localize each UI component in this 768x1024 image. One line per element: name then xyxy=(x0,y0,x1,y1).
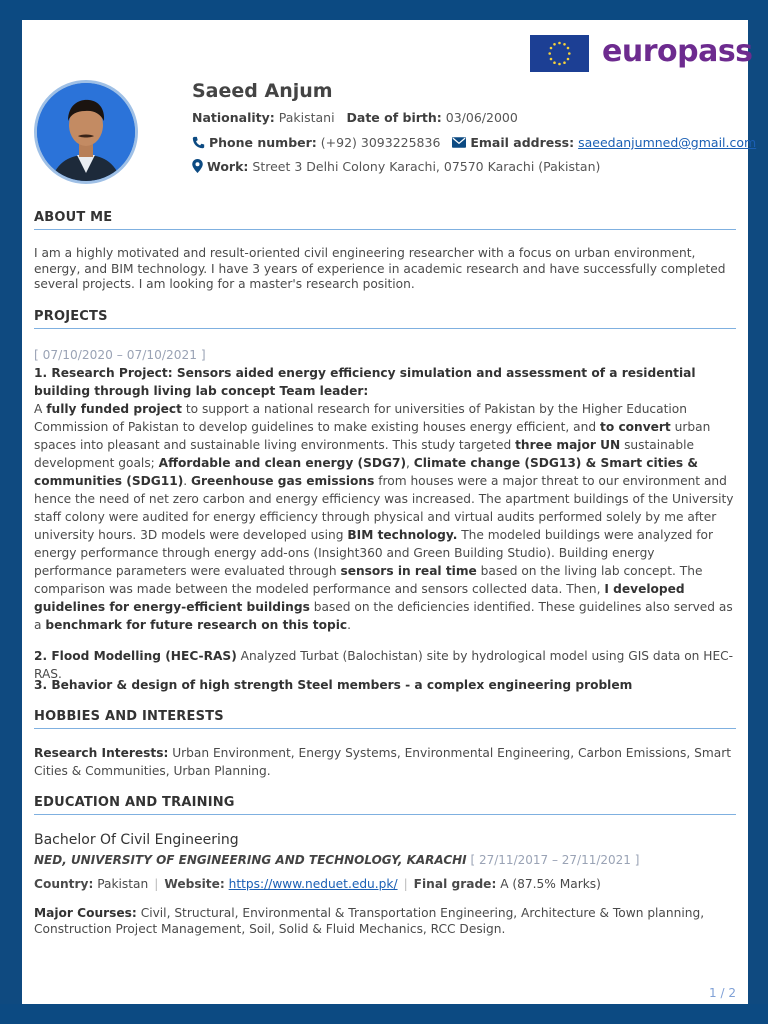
country-label: Country: xyxy=(34,877,94,891)
personal-info-row xyxy=(192,110,518,125)
project-1-highlight: Affordable and clean energy (SDG7) xyxy=(158,456,407,470)
project-1 xyxy=(34,346,736,634)
nationality-label: Nationality: xyxy=(192,110,275,125)
work-label: Work: xyxy=(207,159,249,174)
education-details-row: Country: Pakistan | Website: https://www.neduet.edu.pk/ | Final grade: A (87.5% Marks) xyxy=(34,877,601,891)
projects-heading: PROJECTS xyxy=(34,309,736,329)
about-heading: ABOUT ME xyxy=(34,210,736,230)
page-number: 1 / 2 xyxy=(709,986,736,1000)
education-date: [ 27/11/2017 – 27/11/2021 ] xyxy=(470,853,640,867)
email-link[interactable]: saeedanjumned@gmail.com xyxy=(578,135,757,150)
project-1-highlight: I developed guidelines for energy-efficient buildings xyxy=(34,582,685,614)
project-1-text-segment: to support a national research for universities of Pakistan by the Higher Education Commission of Pakistan to develop guidelines to make existing houses energy efficient, and xyxy=(34,402,687,434)
dob-label: Date of birth: xyxy=(346,110,442,125)
location-pin-icon xyxy=(192,159,203,176)
website-label: Website: xyxy=(164,877,225,891)
contact-row xyxy=(192,135,756,152)
hobbies-text xyxy=(34,744,736,780)
project-1-text-segment: from houses were a major threat to our environment and hence the need of net zero carbon and energy efficiency was increased. The apartment buildings of the University staff colony were audited for energy efficiency through physical and virtual audits performed solely by me after university hours. 3D models were developed using xyxy=(34,474,734,542)
project-1-text-segment: based on the living lab concept. The comparison was made between the modeled performance and sensors collected data. Then, xyxy=(34,564,703,596)
candidate-name: Saeed Anjum xyxy=(192,80,333,102)
about-text: I am a highly motivated and result-oriented civil engineering researcher with a focus on urban environment, energy, and BIM technology. I have 3 years of experience in academic research and have successfully completed several projects. I am looking for a master's research position. xyxy=(34,246,726,291)
project-1-text-segment: A xyxy=(34,402,47,416)
project-1-highlight: three major UN xyxy=(515,438,621,452)
cv-page xyxy=(22,20,757,1004)
top-band xyxy=(0,0,768,20)
project-2-title: 2. Flood Modelling (HEC-RAS) xyxy=(34,649,237,663)
website-link[interactable]: https://www.neduet.edu.pk/ xyxy=(228,877,398,891)
project-1-description xyxy=(34,400,736,634)
project-1-text-segment: . xyxy=(183,474,192,488)
grade-value: A (87.5% Marks) xyxy=(500,877,601,891)
research-interests-label: Research Interests: xyxy=(34,746,169,760)
dob-value: 03/06/2000 xyxy=(445,110,518,125)
project-1-highlight: BIM technology. xyxy=(347,528,458,542)
phone-label: Phone number: xyxy=(209,135,317,150)
project-1-text-segment: based on the deficiencies identified. These guidelines also served as a xyxy=(34,600,733,632)
institution-row xyxy=(34,853,639,867)
phone-value: (+92) 3093225836 xyxy=(320,135,441,150)
project-1-text-segment: , xyxy=(406,456,414,470)
project-3 xyxy=(34,676,736,694)
project-1-highlight: to convert xyxy=(600,420,671,434)
hobbies-heading: HOBBIES AND INTERESTS xyxy=(34,709,736,729)
grade-label: Final grade: xyxy=(413,877,497,891)
project-1-text-segment: The modeled buildings were analyzed for energy performance through energy add-ons (Insight360 and Green Building Studio). Building energy performance parameters were evaluated through xyxy=(34,528,713,578)
eu-flag-icon xyxy=(530,35,589,72)
degree-title: Bachelor Of Civil Engineering xyxy=(34,832,239,848)
project-3-title: 3. Behavior & design of high strength Steel members - a complex engineering problem xyxy=(34,678,633,692)
education-heading: EDUCATION AND TRAINING xyxy=(34,795,736,815)
project-1-date: [ 07/10/2020 – 07/10/2021 ] xyxy=(34,348,206,362)
courses-label: Major Courses: xyxy=(34,906,137,920)
country-value: Pakistan xyxy=(97,877,149,891)
work-address: Street 3 Delhi Colony Karachi, 07570 Karachi (Pakistan) xyxy=(252,159,601,174)
project-1-highlight: fully funded project xyxy=(46,402,182,416)
project-1-text-segment: urban spaces into pleasant and sustainable living environments. This study targeted xyxy=(34,420,711,452)
europass-logo: europass xyxy=(602,34,753,69)
project-2-description: Analyzed Turbat (Balochistan) site by hydrological model using GIS data on HEC-RAS. xyxy=(34,649,734,681)
email-icon xyxy=(452,136,466,151)
project-1-highlight: sensors in real time xyxy=(340,564,477,578)
major-courses xyxy=(34,905,736,937)
phone-icon xyxy=(192,136,205,152)
work-row xyxy=(192,159,600,176)
project-1-highlight: Climate change (SDG13) & Smart cities & communities (SDG11) xyxy=(34,456,699,488)
project-1-text-segment: . xyxy=(347,618,351,632)
courses-value: Civil, Structural, Environmental & Transportation Engineering, Architecture & Town planning, Construction Project Management, Soil, Solid & Fluid Mechanics, RCC Design. xyxy=(34,906,705,936)
project-1-title: 1. Research Project: Sensors aided energy efficiency simulation and assessment of a residential building through living lab concept Team leader: xyxy=(34,366,696,398)
bottom-band xyxy=(0,1004,768,1024)
nationality-value: Pakistani xyxy=(278,110,335,125)
institution-name: NED, UNIVERSITY OF ENGINEERING AND TECHNOLOGY, KARACHI xyxy=(34,853,467,867)
research-interests-value: Urban Environment, Energy Systems, Environmental Engineering, Carbon Emissions, Smart Cities & Communities, Urban Planning. xyxy=(34,746,731,778)
profile-photo xyxy=(34,80,138,184)
project-1-highlight: Greenhouse gas emissions xyxy=(191,474,375,488)
project-1-highlight: benchmark for future research on this topic xyxy=(45,618,348,632)
email-label: Email address: xyxy=(470,135,575,150)
project-1-text-segment: sustainable development goals; xyxy=(34,438,694,470)
